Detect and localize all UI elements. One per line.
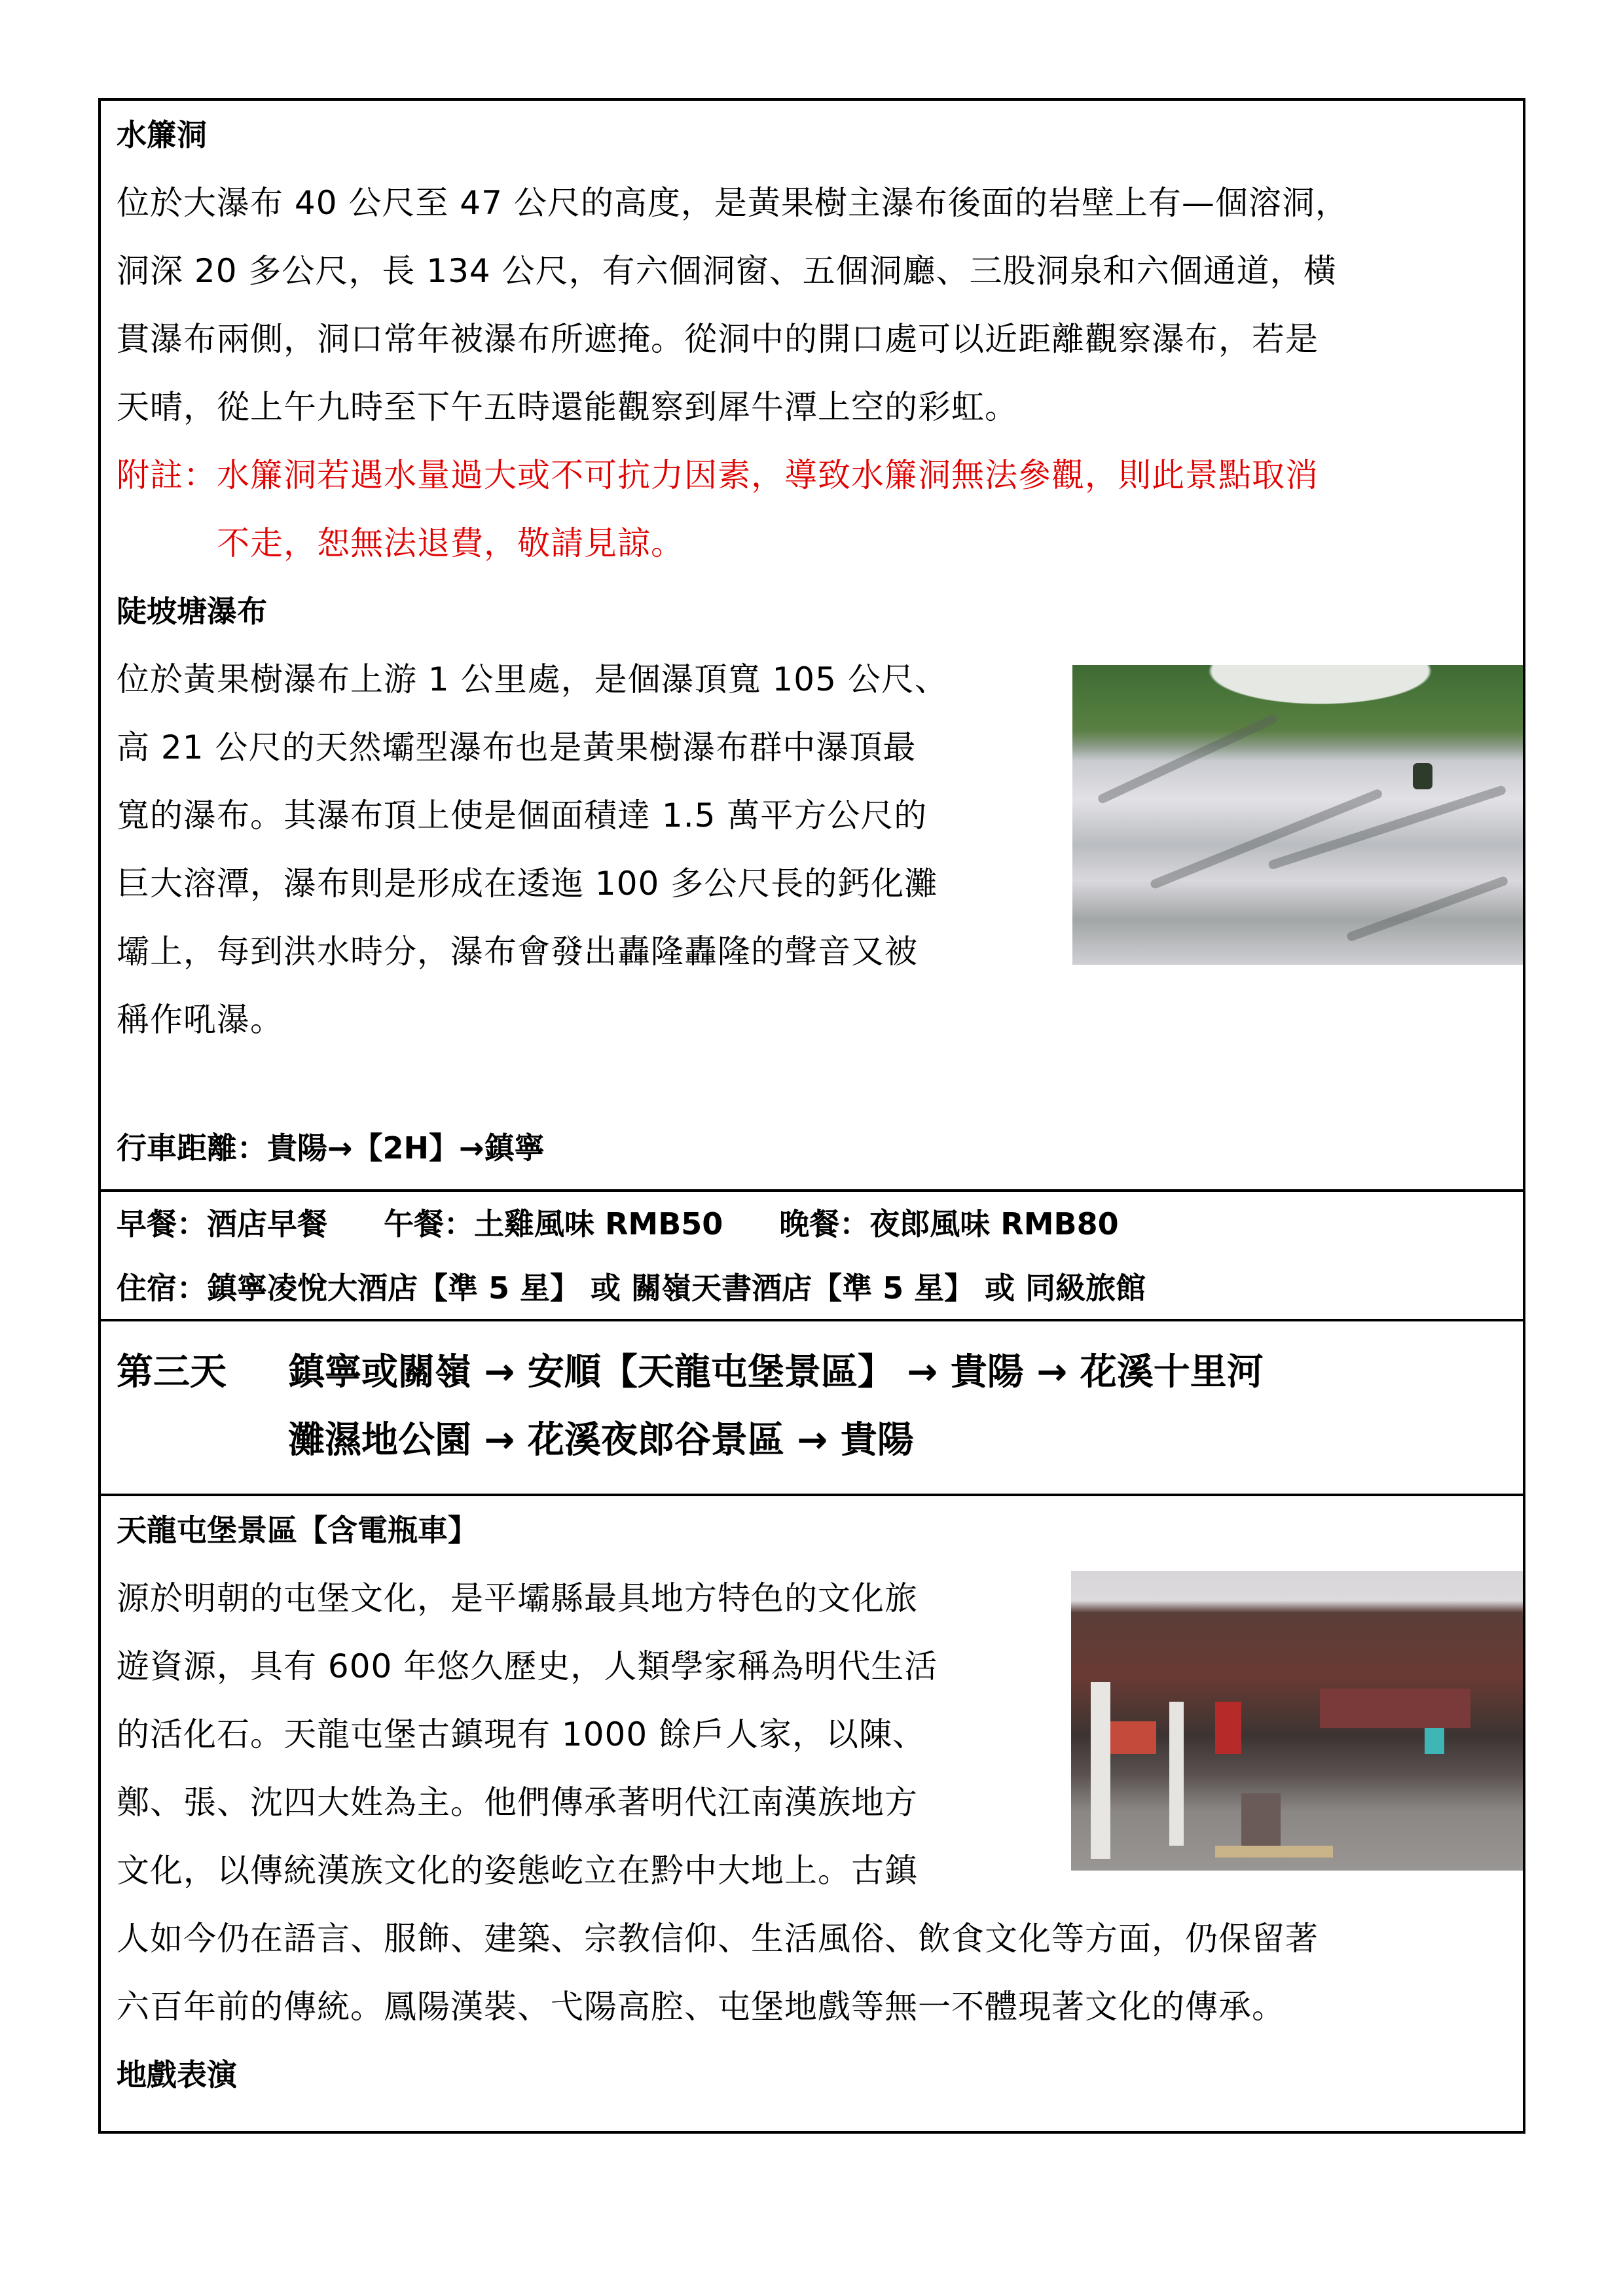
doupotang-body <box>117 645 1507 1054</box>
notice-block <box>117 441 1507 577</box>
paragraph-line: 遊資源，具有 600 年悠久歷史，人類學家稱為明代生活 <box>117 1647 938 1685</box>
spacer <box>117 1054 1507 1114</box>
day-label: 第三天 <box>117 1351 227 1393</box>
paragraph-line: 巨大溶潭，瀑布則是形成在逶迤 100 多公尺長的鈣化灘 <box>117 865 938 903</box>
dinner: 晚餐：夜郎風味 RMB80 <box>779 1206 1119 1242</box>
lunch: 午餐：土雞風味 RMB50 <box>384 1206 723 1242</box>
notice-label: 附註： <box>117 456 217 494</box>
paragraph-line: 鄭、張、沈四大姓為主。他們傳承著明代江南漢族地方 <box>117 1784 918 1821</box>
paragraph-line: 天晴，從上午九時至下午五時還能觀察到犀牛潭上空的彩虹。 <box>117 388 1018 426</box>
tianlong-cell <box>101 1496 1523 2131</box>
day-heading <box>117 1338 1507 1475</box>
paragraph-line: 源於明朝的屯堡文化，是平壩縣最具地方特色的文化旅 <box>117 1579 918 1617</box>
section-title-doupotang-waterfall: 陡坡塘瀑布 <box>117 594 267 629</box>
route-line: 鎮寧或關嶺 → 安順【天龍屯堡景區】 → 貴陽 → 花溪十里河 <box>288 1351 1264 1393</box>
meals-line <box>117 1192 1507 1256</box>
paragraph-line: 稱作吼瀑。 <box>117 1001 283 1039</box>
notice-line: 水簾洞若遇水量過大或不可抗力因素，導致水簾洞無法參觀，則此景點取消 <box>217 456 1319 494</box>
paragraph-line: 位於大瀑布 40 公尺至 47 公尺的高度，是黃果樹主瀑布後面的岩壁上有—個溶洞， <box>117 184 1349 222</box>
notice-line: 不走，恕無法退費，敬請見諒。 <box>217 524 684 562</box>
village-photo <box>1071 1571 1523 1871</box>
tianlong-body <box>117 1564 1507 1905</box>
section-title-ground-opera: 地戲表演 <box>117 2057 237 2092</box>
paragraph-line: 位於黃果樹瀑布上游 1 公里處，是個瀑頂寬 105 公尺、 <box>117 660 948 698</box>
paragraph-line: 文化，以傳統漢族文化的姿態屹立在黔中大地上。古鎮 <box>117 1852 918 1890</box>
paragraph-line: 洞深 20 多公尺，長 134 公尺，有六個洞窗、五個洞廳、三股洞泉和六個通道，橫 <box>117 252 1337 290</box>
itinerary-table <box>98 98 1525 2134</box>
lodging-line: 住宿：鎮寧凌悅大酒店【準 5 星】 或 關嶺天書酒店【準 5 星】 或 同級旅館 <box>117 1270 1146 1306</box>
meals-lodging-cell <box>101 1192 1523 1321</box>
breakfast: 早餐：酒店早餐 <box>117 1206 327 1242</box>
paragraph-line: 寬的瀑布。其瀑布頂上使是個面積達 1.5 萬平方公尺的 <box>117 797 928 834</box>
day-heading-cell <box>101 1321 1523 1496</box>
paragraph-line: 貫瀑布兩側，洞口常年被瀑布所遮掩。從洞中的開口處可以近距離觀察瀑布，若是 <box>117 320 1319 358</box>
route-line: 灘濕地公園 → 花溪夜郎谷景區 → 貴陽 <box>288 1419 914 1462</box>
paragraph-line: 壩上，每到洪水時分，瀑布會發出轟隆轟隆的聲音又被 <box>117 933 918 971</box>
paragraph-line: 六百年前的傳統。鳳陽漢裝、弋陽高腔、屯堡地戲等無一不體現著文化的傳承。 <box>117 1988 1285 2026</box>
drive-distance: 行車距離：貴陽→【2H】→鎮寧 <box>117 1130 545 1166</box>
section-title-tianlong-tunpu: 天龍屯堡景區【含電瓶車】 <box>117 1513 478 1548</box>
paragraph-line: 的活化石。天龍屯堡古鎮現有 1000 餘戶人家，以陳、 <box>117 1715 926 1753</box>
paragraph-line: 人如今仍在語言、服飾、建築、宗教信仰、生活風俗、飲食文化等方面，仍保留著 <box>117 1920 1319 1958</box>
section-title-water-curtain-cave: 水簾洞 <box>117 117 207 152</box>
paragraph-line: 高 21 公尺的天然壩型瀑布也是黃果樹瀑布群中瀑頂最 <box>117 728 917 766</box>
waterfall-photo <box>1072 665 1523 965</box>
attractions-cell <box>101 101 1523 1192</box>
